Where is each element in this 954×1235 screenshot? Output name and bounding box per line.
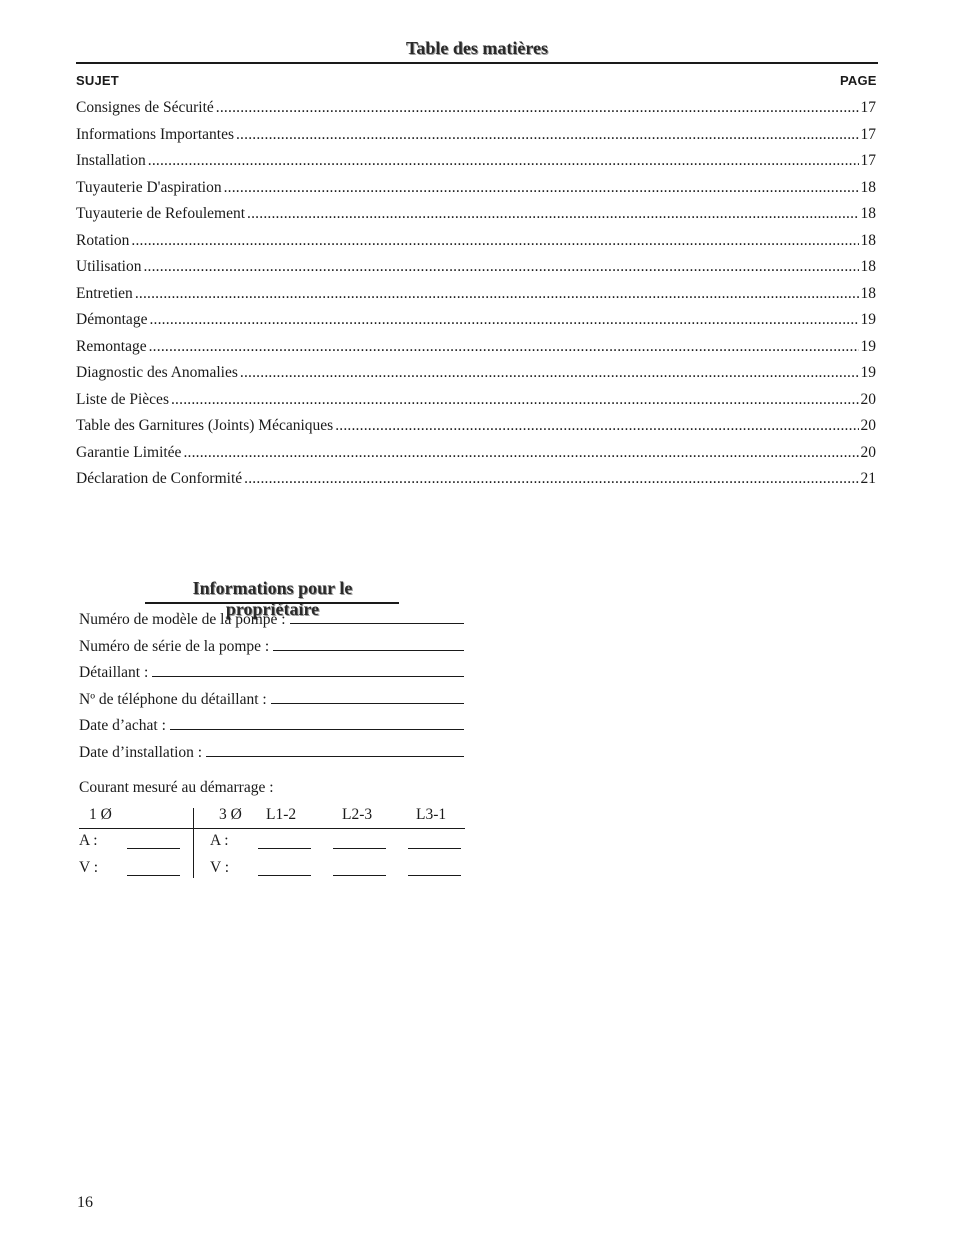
toc-entry-label: Installation [76, 152, 146, 169]
fill-in-line[interactable] [271, 691, 464, 704]
toc-entry-page: 18 [860, 231, 876, 249]
three-phase-amps-label: A : [210, 832, 229, 849]
model-number-field[interactable] [79, 611, 464, 633]
toc-title-rule [76, 62, 878, 64]
toc-entry-page: 21 [860, 470, 876, 487]
toc-entry-label: Diagnostic des Anomalies [76, 364, 238, 381]
toc-leader-dots [131, 232, 858, 250]
toc-entry [76, 364, 876, 391]
toc-leader-dots [183, 444, 858, 462]
three-phase-volts-label: V : [210, 859, 230, 876]
table-divider [193, 808, 194, 878]
toc-entry-label: Garantie Limitée [76, 443, 182, 461]
fill-in-line[interactable] [170, 717, 464, 730]
toc-leader-dots [247, 205, 858, 223]
l3-1-header: L3-1 [416, 806, 447, 823]
installation-date-field[interactable] [79, 744, 464, 766]
starting-current-label: Courant mesuré au démarrage : [79, 779, 274, 796]
toc-subject-header: SUJET [76, 73, 119, 88]
toc-entry [76, 179, 876, 206]
toc-entry-page: 18 [860, 178, 876, 196]
toc-leader-dots [236, 126, 859, 144]
toc-entry-page: 19 [860, 337, 876, 355]
toc-entry-page: 20 [860, 390, 876, 408]
toc-entry [76, 417, 876, 444]
toc-leader-dots [143, 258, 858, 276]
toc-entry-label: Table des Garnitures (Joints) Mécaniques [76, 417, 334, 434]
field-label: Numéro de série de la pompe : [79, 638, 270, 655]
toc-entry-label: Consignes de Sécurité [76, 99, 214, 116]
toc-entry [76, 99, 876, 126]
dealer-field[interactable] [79, 664, 464, 686]
toc-leader-dots [149, 338, 859, 356]
table-header-rule [79, 828, 465, 829]
l1-2-header: L1-2 [266, 806, 297, 823]
owner-info-title: Informations pour le propriétaire [192, 578, 353, 619]
toc-leader-dots [135, 285, 859, 303]
l2-3-header: L2-3 [342, 806, 373, 823]
field-label: Date d’installation : [79, 744, 203, 761]
toc-entry [76, 311, 876, 338]
toc-entry-page: 19 [860, 364, 876, 381]
toc-entry-label: Liste de Pièces [76, 390, 169, 408]
toc-entry-page: 20 [860, 443, 876, 461]
toc-entry [76, 232, 876, 259]
toc-entry-label: Entretien [76, 284, 133, 302]
toc-entry [76, 444, 876, 471]
single-phase-volts-label: V : [79, 859, 99, 876]
field-label: Numéro de modèle de la pompe : [79, 611, 286, 628]
toc-entry-label: Tuyauterie de Refoulement [76, 205, 246, 222]
l3-1-amps-blank[interactable] [408, 848, 461, 849]
toc-entry-page: 17 [860, 152, 876, 169]
single-phase-volts-blank[interactable] [127, 875, 180, 876]
toc-leader-dots [216, 99, 859, 117]
toc-entry-page: 18 [860, 284, 876, 302]
toc-entry-label: Utilisation [76, 258, 142, 275]
field-label: Nº de téléphone du détaillant : [79, 691, 267, 708]
l1-2-volts-blank[interactable] [258, 875, 311, 876]
single-phase-amps-blank[interactable] [127, 848, 180, 849]
toc-leader-dots [240, 364, 859, 382]
toc-entry [76, 152, 876, 179]
toc-entry [76, 391, 876, 418]
single-phase-header: 1 Ø [89, 806, 112, 823]
fill-in-line[interactable] [290, 611, 464, 624]
toc-entry-label: Rotation [76, 231, 130, 249]
purchase-date-field[interactable] [79, 717, 464, 739]
toc-title: Table des matières [406, 38, 548, 58]
toc-entry-page: 18 [860, 258, 876, 275]
l1-2-amps-blank[interactable] [258, 848, 311, 849]
toc-entry-page: 17 [860, 125, 876, 143]
toc-entry [76, 205, 876, 232]
toc-entry-label: Remontage [76, 337, 147, 355]
toc-entry-page: 17 [860, 99, 876, 116]
field-label: Détaillant : [79, 664, 149, 681]
toc-entry-label: Tuyauterie D'aspiration [76, 178, 222, 196]
toc-page-header: PAGE [840, 73, 877, 88]
toc-leader-dots [148, 152, 859, 170]
owner-info-title-underline [145, 602, 399, 604]
l2-3-volts-blank[interactable] [333, 875, 386, 876]
toc-entry [76, 126, 876, 153]
single-phase-amps-label: A : [79, 832, 98, 849]
toc-entry [76, 258, 876, 285]
l3-1-volts-blank[interactable] [408, 875, 461, 876]
dealer-phone-field[interactable] [79, 691, 464, 713]
toc-list [76, 99, 876, 497]
toc-entry [76, 470, 876, 497]
toc-leader-dots [224, 179, 859, 197]
toc-leader-dots [171, 391, 859, 409]
toc-leader-dots [335, 417, 858, 435]
page-number: 16 [77, 1194, 93, 1211]
fill-in-line[interactable] [206, 744, 464, 757]
toc-entry-page: 18 [860, 205, 876, 222]
serial-number-field[interactable] [79, 638, 464, 660]
three-phase-header: 3 Ø [219, 806, 242, 823]
toc-leader-dots [244, 470, 858, 488]
toc-entry-label: Déclaration de Conformité [76, 470, 243, 487]
toc-entry-page: 20 [860, 417, 876, 434]
toc-entry [76, 338, 876, 365]
field-label: Date d’achat : [79, 717, 166, 734]
toc-entry-label: Informations Importantes [76, 125, 234, 143]
fill-in-line[interactable] [152, 664, 464, 677]
toc-entry [76, 285, 876, 312]
toc-entry-page: 19 [860, 311, 876, 328]
toc-entry-label: Démontage [76, 311, 148, 328]
toc-leader-dots [149, 311, 858, 329]
fill-in-line[interactable] [273, 638, 464, 651]
l2-3-amps-blank[interactable] [333, 848, 386, 849]
